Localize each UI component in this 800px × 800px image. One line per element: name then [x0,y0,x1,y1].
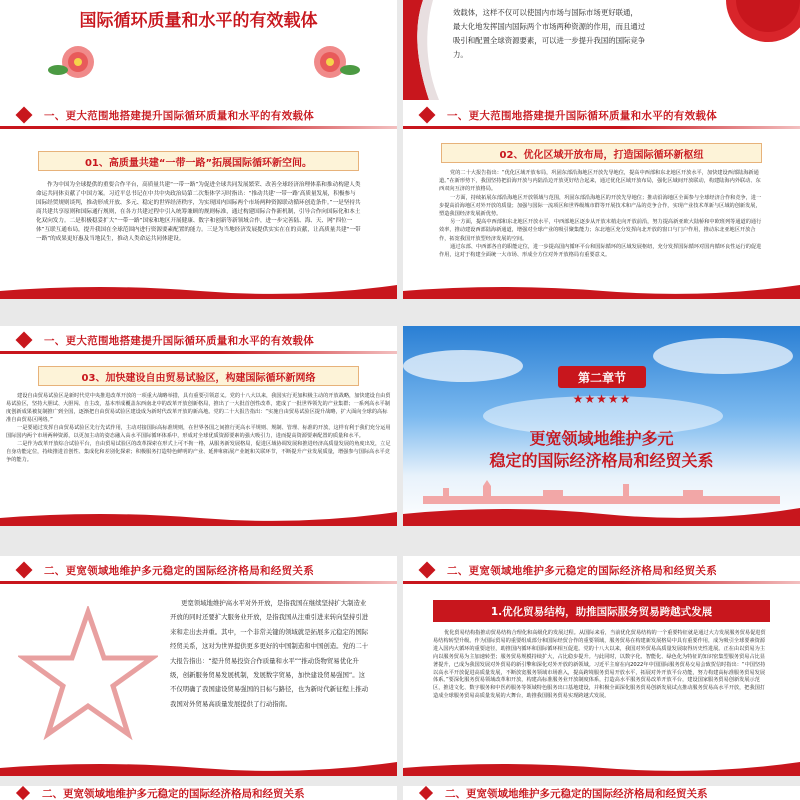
header-underline [0,126,397,129]
section-header [403,101,800,129]
subsection-title-box [433,600,770,622]
red-circle-decoration [723,0,800,50]
paragraph-block: 二是作为改革开放综合试验平台，自由贸易试验区的改革探索在形式上可不拘一格，从服务新发展格局，促进区域协调发展和推进经济高质量发展的角度出发，立足自身功能定位，持续推进首创性、集成化和差别化探索；积极服务打造特色鲜明的产业、延伸和拓展产业链和关联环节，不断提升产业发展质量，增强参与国际高水平竞争的能力。 [6,441,391,463]
star-icon: ★ [584,392,597,406]
slide-4[interactable] [403,101,800,299]
subsection-title-box [38,366,359,386]
section-header-title: 二、更宽领域地维护多元稳定的国际经济格局和经贸关系 [44,564,314,577]
star-icon: ★ [572,392,585,406]
diamond-icon [16,332,33,349]
red-wave-decoration [0,275,397,299]
chapter-badge [558,366,646,388]
body-paragraph [453,6,713,62]
peony-flower-graphic [48,36,108,82]
red-wave-decoration [403,752,800,776]
diamond-icon [419,786,433,800]
section-header [0,786,305,800]
star-icon: ★ [619,392,632,406]
subsection-title: 1.优化贸易结构，助推国际服务贸易跨越式发展 [490,605,713,618]
slide-3[interactable] [0,101,397,299]
section-header [403,556,800,584]
paragraph-block: 一是要通过发挥自由贸易试验区先行先试作用，主动对接国际高标准规则，在世界各国之间推行更高水平规则、规制、管理、标准的开放，这样有利于我们充分运用国际国内两个市场两种资源，以更加主动的姿态融入高水平国际循环体系中，形成对全球优质资源要素的强大吸引力，进而提高资源要素配置的质量和水平。 [6,425,391,439]
subsection-title-box [441,143,762,163]
section-header-title: 二、更宽领域地维护多元稳定的国际经济格局和经贸关系 [447,564,717,577]
section-header-title: 二、更宽领域地维护多元稳定的国际经济格局和经贸关系 [42,787,305,800]
paragraph-line: 最大化地发挥国内国际两个市场两种资源的作用，而且通过 [453,22,646,31]
body-paragraph [439,169,764,259]
slide-title: 国际循环质量和水平的有效载体 [79,11,318,31]
diamond-icon [419,107,436,124]
section-header-title: 一、更大范围地搭建提升国际循环质量和水平的有效载体 [44,334,314,347]
diamond-icon [16,107,33,124]
chapter-label: 第二章节 [577,370,626,385]
header-underline [403,581,800,584]
section-header [0,101,397,129]
slide-9[interactable] [0,786,397,800]
section-header [0,326,397,354]
body-paragraph [6,392,391,464]
subsection-title: 03、加快建设自由贸易试验区，构建国际循环新网络 [81,372,316,384]
slide-10[interactable] [403,786,800,800]
red-wave-decoration [0,502,397,526]
slide-6[interactable] [403,326,800,526]
paragraph-block: 党的二十大报告指出：“优化区域开放布局，巩固东部沿海地区开放先导地位，提高中西部和东北地区开放水平，加快建设西部陆海新通道。”在新形势下，我国坚持把沿海开放与内陆沿边开放更好结合起来，通过优化区域开放布局，强化区域间开放联动，构建陆海内外联动、东西双向互济的开放格局。 [439,170,761,193]
chapter-title-line1: 更宽领域地维护多元 [529,429,674,448]
star-icon: ★ [607,392,620,406]
slide-5[interactable] [0,326,397,526]
paragraph-line: 力。 [453,50,468,59]
paragraph-block: 通过东部、中西部各自的职能定位，进一步提高国内循环平台和国际循环的区域发展枢纽，充分发挥国际循环对国内循环良性运行的促进作用，这对于构建全面统一大市场、形成全方位对外开放格局有重要意义。 [439,243,762,259]
section-header-title: 一、更大范围地搭建提升国际循环质量和水平的有效载体 [44,109,314,122]
slide-8[interactable] [403,556,800,776]
subsection-title: 01、高质量共建“一带一路”拓展国际循环新空间。 [84,157,313,169]
body-paragraph: 优化贸易结构指推动贸易结构合理化和高级化的发展过程。从国际来看，当前优化贸易结构的一个重要特征就是通过大力发展服务贸易促进贸易结构转型升级。作为国际贸易的重要组成部分和国际经贸合作的重要领域，服务贸易在构建新发展格局中具有重要作用，成为吸引全球要素资源进入国内大循环的重要途径，助推国内循环和国际循环相互促进。党的十八大以来，我国对外贸易高质量发展取得历史性进展。正在由以贸易为主向以服务贸易为主加速转型；服务贸易规模持续扩大，占比稳步提升。与此同时，以数字化、智能化、绿色化为特征的知识密集型服务贸易占比显著提升，已成为我国发展对外贸易的新引擎和深化对外开放的新领域。习近平主席在向2022年中国国际服务贸易交易会致贺信时指出：“中国坚持以高水平开放促进高质量发展，不断放宽服务领域市场准入，提高跨境服务贸易开放水平，拓展对外开放平台功能，努力构建高标准服务贸易发展体系。”要深化服务贸易领域改革和开放，构建高标准服务业开放制度体系，打造高水平服务贸易改革开放平台，建设国家服务贸易创新发展示范区，推进文化、数字服务和中医药服务等领域特色服务出口基地建设，并积极全面深化服务贸易创新发展试点推动服务贸易高水平开放，把我国打造成全球服务贸易高质量发展的大舞台，助推我国服务贸易实现跨越式发展。 [433,630,766,700]
header-underline [0,581,397,584]
header-underline [403,126,800,129]
star-outline-graphic [18,606,158,746]
diamond-icon [16,786,30,800]
paragraph-block: 一方面，持续拓展东部沿海地区开放领域与范围，巩固东部沿海地区的开放先导地位；推动沿海地区全面参与全球经济合作和竞争，进一步提高沿海地区对外开放的质量；加强与国际一流项区和世界级城市群等开展技术和产品的竞争合作，实现产业技术革新与区域的创新发展，塑造我国经济发展新优势。 [439,194,762,218]
red-side-ribbon [403,0,447,100]
subsection-title: 02、优化区域开放布局，打造国际循环新枢纽 [499,149,704,161]
diamond-icon [16,562,33,579]
slide-7[interactable] [0,556,397,776]
red-wave-decoration [0,752,397,776]
stars-row [563,392,641,406]
diamond-icon [419,562,436,579]
red-wave-decoration [403,502,800,526]
chapter-title-line2: 稳定的国际经济格局和经贸关系 [489,451,714,470]
section-header [403,786,708,800]
star-icon: ★ [596,392,608,406]
paragraph-line: 效载体，这样不仅可以使国内市场与国际市场更好联通， [453,8,638,17]
city-skyline-graphic [423,478,780,504]
paragraph-line: 吸引和配置全球资源要素，可以进一步提升我国的国际竞争 [453,36,646,45]
section-header [0,556,397,584]
header-underline [0,351,397,354]
paragraph-block: 另一方面，提高中西部和东北地区开放水平，中西部地区逐步从开放末梢走向开放前沿，努力提高新亚欧大陆桥和中欧班列等通道的通行效率，推动建设西部陆海新通道，增强对全球产业的吸引聚集能力；东北地区充分发挥向北开放的窗口与门户作用，推动东北亚地区开放合作，拓宽我国开放型经济发展的空间。 [439,219,762,242]
subsection-title-box [38,151,359,171]
section-header-title: 一、更大范围地搭建提升国际循环质量和水平的有效载体 [447,109,717,122]
peony-flower-graphic [300,36,360,82]
body-paragraph: 更宽领域地维护高水平对外开放，是指我国在继续坚持扩大制造业开放的同时还要扩大服务业开放，是指我国从注重引进来转向坚持引进来和走出去并重。其中，一个非常关键的领域就是拓展多元稳定的国际经贸关系，这对为世界提供更多更好的中国制造和中国创造。党的二十大报告指出：“提升贸易投资合作质量和水平”“推动货物贸易优化升级，创新服务贸易发展机制，发展数字贸易，加快建设贸易强国”。这不仅明确了我国建设贸易强国的目标与路径，也为新时代新征程上推动我国对外贸易高质量发展提供了行动指南。 [170,599,369,708]
red-wave-decoration [403,275,800,299]
paragraph-block: 建设自由贸易试验区是新时代党中央推进改革开放的一项重大战略举措，具有重要引领意义。党的十八大以来，我国实行更加积极主动的开放战略，加快建设自由贸易试验区，坚持大胆试、大胆闯、自主改，基本形成覆盖东西南北中的改革开放创新格局，推出了一大批首创性改革，建成了一批世界领先的产业集群；一系列高水平制度创新成果被复制推广到全国，逐渐把自由贸易试验区建设成为新时代改革开放的新高地。党的二十大报告指出：“实施自由贸易试验区提升战略，扩大面向全球的高标准自由贸易区网络。” [6,393,391,423]
section-header-title: 二、更宽领域地维护多元稳定的国际经济格局和经贸关系 [445,787,708,800]
body-paragraph: 作为中国为全球提供的重要合作平台，高质量共建“一带一路”为促进全球共同发展繁荣、改善全球经济治理体系和推动构建人类命运共同体贡献了中国方案。习近平总书记在中共中央政治局第二次集体学习时指出：“推动共建‘一带一路’高质量发展，积极参与国际经贸规则谈判，推动形成开放、多元、稳定的世界经济秩序，为实现国内国际两个市场两种资源联动循环创造条件。”一是坚持共商共建共享原则和国际通行规则，在各方共建过程中引入统筹兼顾的规则标准，通过构建国际合作新机制，引导合作向国际化和本土化双向发力。二是积极稳妥扩大“一带一路”国家和地区开展健康、数字和创新等新领域合作，进一步完善陆、海、天、网“四位一体”互联互通布局，提升我国在全球范围内进行资源要素配置的能力。三是为当地经济发展提供实实在在的贡献，让高质量共建“一带一路”的成果更好惠及当地民生，推动人类命运共同体建设。 [36,182,361,242]
